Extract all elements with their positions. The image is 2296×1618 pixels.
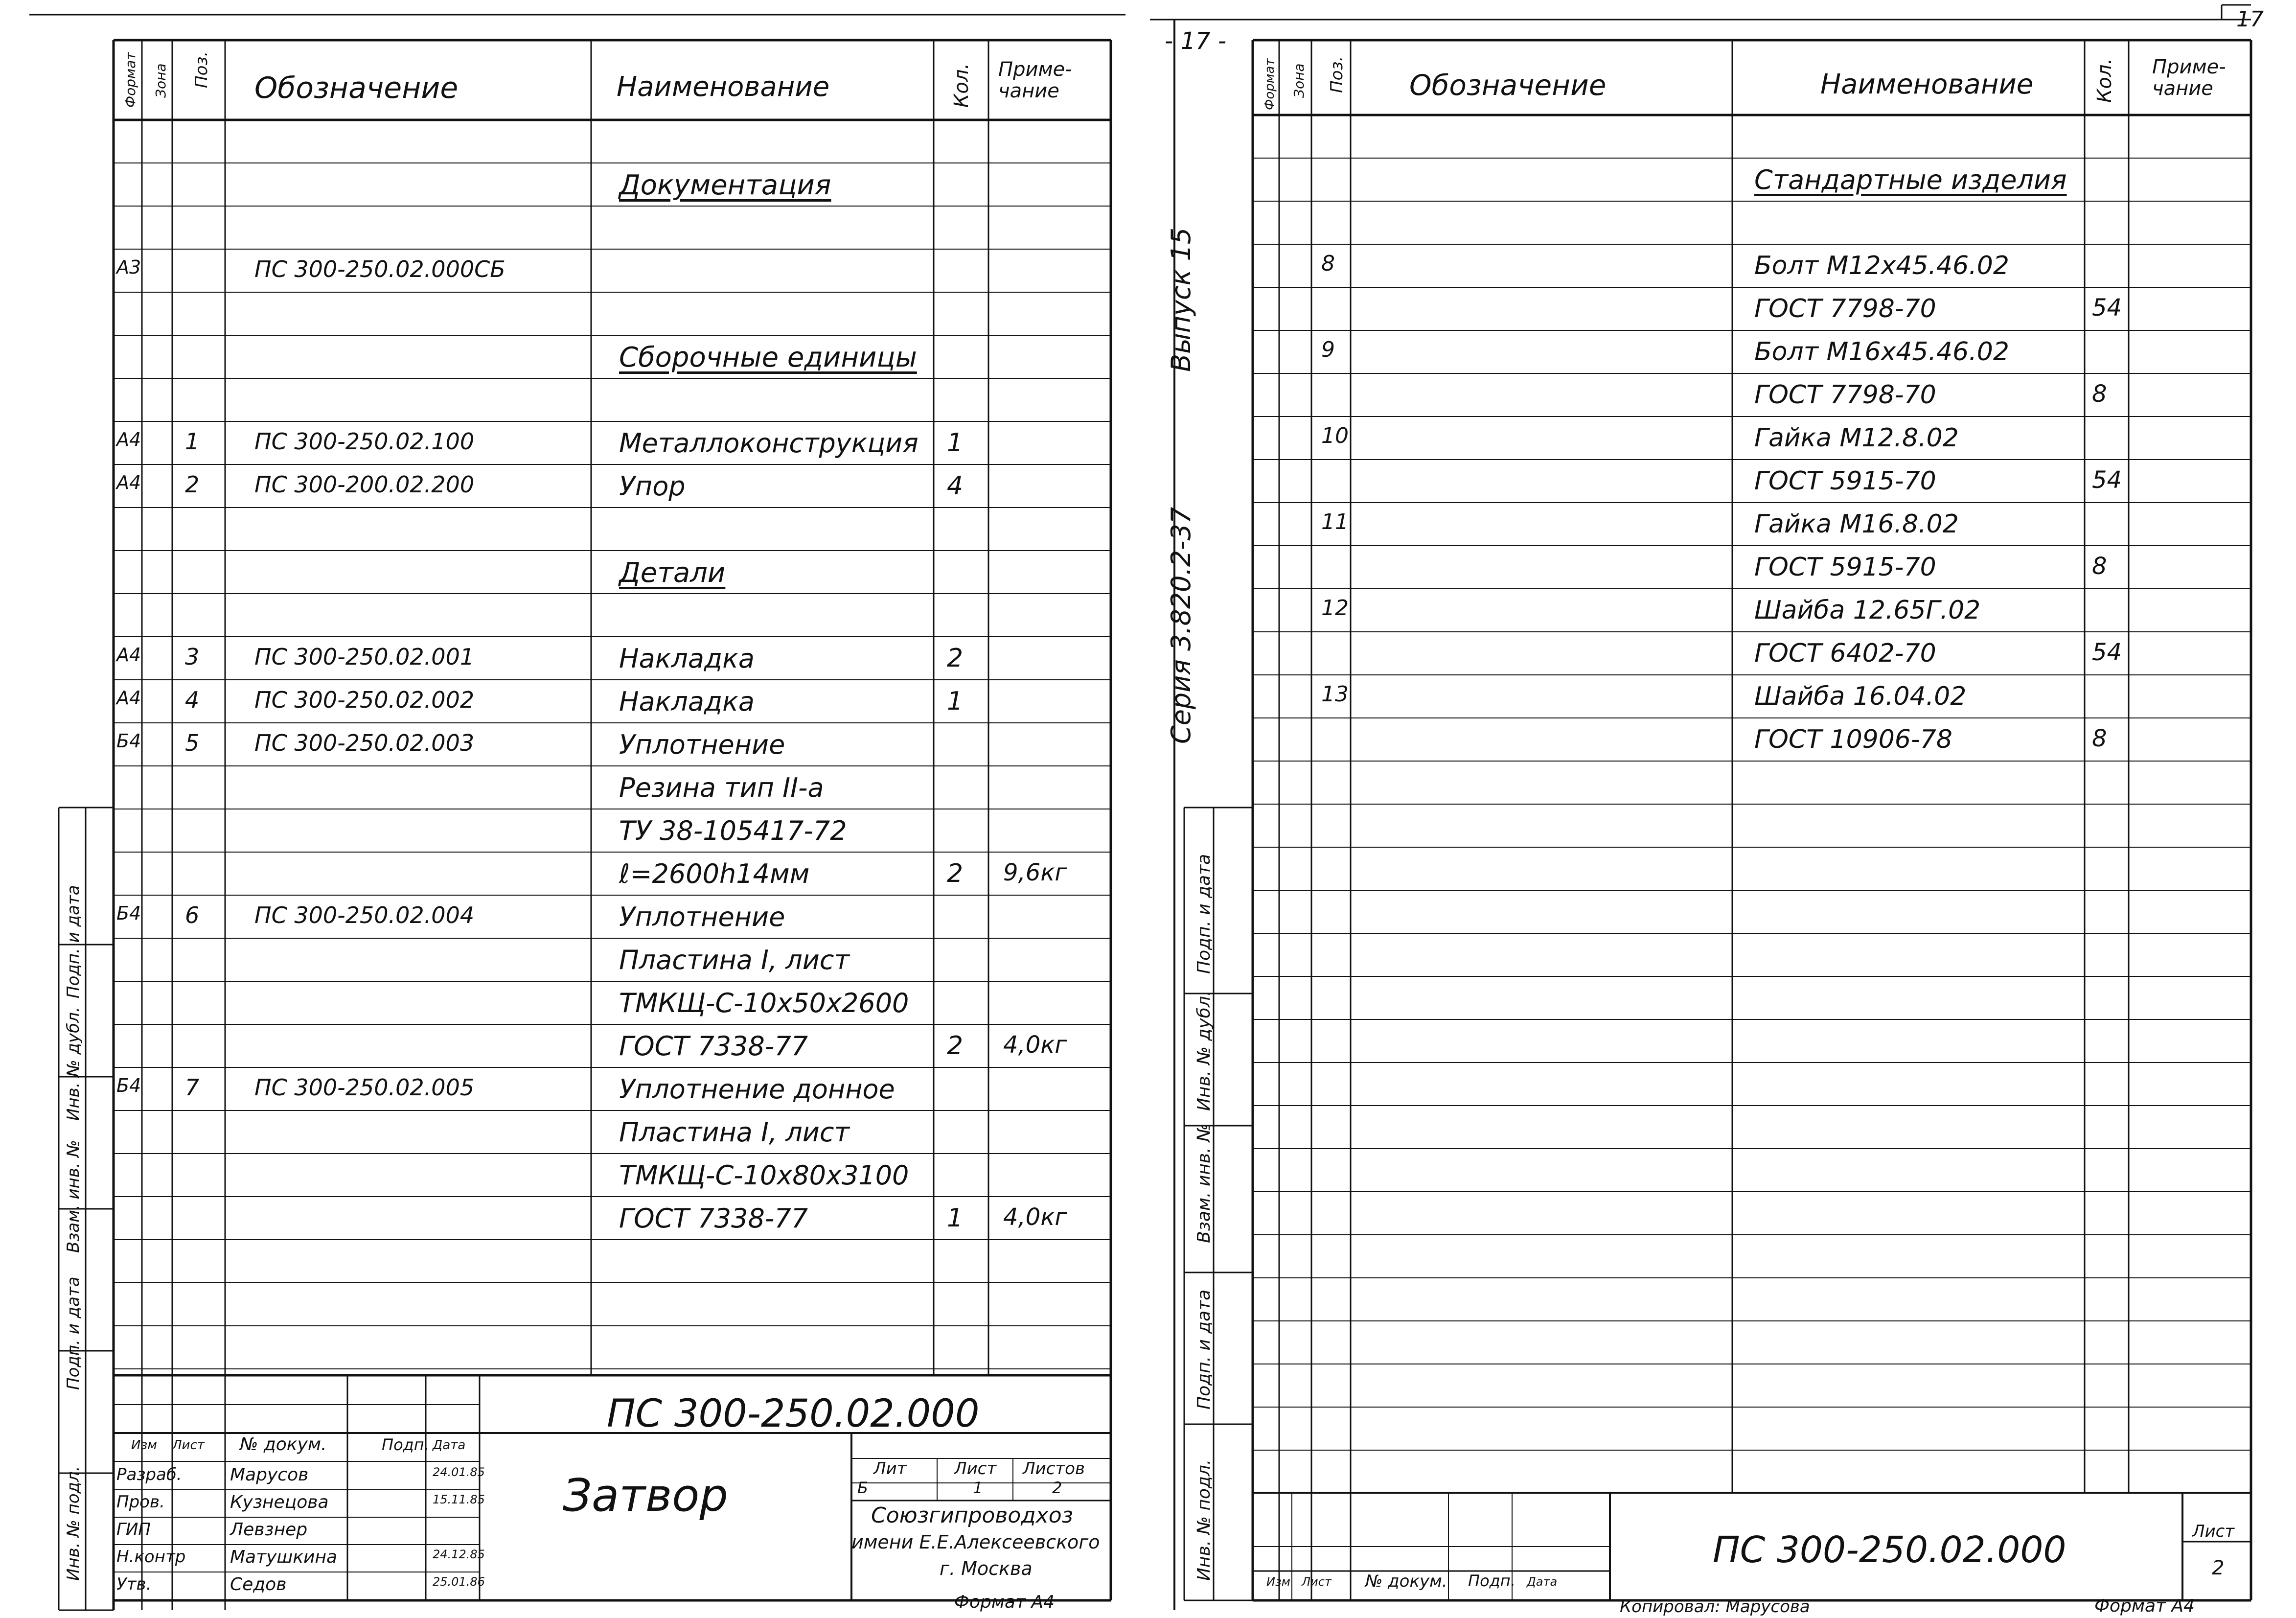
left-row-note: 4,0кг bbox=[1003, 1031, 1067, 1059]
right-tb-col-list: Лист bbox=[1302, 1575, 1332, 1589]
right-row-qty: 8 bbox=[2092, 380, 2107, 408]
left-col-format: Формат bbox=[122, 52, 138, 108]
left-row-designation: ПС 300-250.02.005 bbox=[254, 1074, 475, 1101]
left-row-designation: ПС 300-250.02.001 bbox=[254, 644, 475, 670]
left-row-name: ГОСТ 7338-77 bbox=[619, 1031, 808, 1062]
tb-role-date: 24.01.85 bbox=[433, 1465, 485, 1479]
page-number-right: 17 bbox=[2236, 7, 2264, 32]
stamp-inv-dubl: Инв. № дубл. bbox=[64, 1007, 83, 1121]
left-row-qty: 2 bbox=[947, 644, 964, 673]
tb-role-date: 15.11.85 bbox=[433, 1493, 485, 1506]
left-tb-col-list: Лист bbox=[172, 1438, 205, 1453]
left-row-name: Накладка bbox=[619, 686, 755, 717]
right-row-pos: 8 bbox=[1321, 251, 1335, 276]
left-row-designation: ПС 300-250.02.003 bbox=[254, 730, 475, 756]
left-tb-col-ndoc: № докум. bbox=[240, 1434, 327, 1455]
right-row-name: ГОСТ 5915-70 bbox=[1754, 466, 1936, 496]
left-row-qty: 1 bbox=[947, 687, 964, 716]
left-row-name: Пластина I, лист bbox=[619, 945, 850, 975]
left-row-name: Пластина I, лист bbox=[619, 1117, 850, 1148]
right-row-qty: 54 bbox=[2092, 294, 2122, 322]
left-row-name: ТУ 38-105417-72 bbox=[619, 815, 847, 846]
stamp-inv-podl: Инв. № подл. bbox=[64, 1466, 83, 1581]
left-col-name: Наименование bbox=[617, 71, 830, 103]
left-row-format: Б4 bbox=[116, 902, 141, 924]
left-row-pos: 5 bbox=[185, 730, 200, 756]
right-row-name: Гайка М16.8.02 bbox=[1754, 509, 1959, 539]
left-row-pos: 7 bbox=[185, 1074, 200, 1101]
side-series-label: Серия 3.820.2-37 bbox=[1166, 507, 1196, 744]
right-row-name: ГОСТ 6402-70 bbox=[1754, 639, 1936, 668]
stamp-vzam-inv: Взам. инв. № bbox=[64, 1140, 83, 1253]
left-col-note: Приме- чание bbox=[998, 58, 1072, 102]
left-row-name: Металлоконструкция bbox=[619, 428, 918, 459]
right-col-format: Формат bbox=[1263, 58, 1277, 110]
left-row-name: Сборочные единицы bbox=[619, 342, 917, 373]
left-col-designation: Обозначение bbox=[254, 71, 459, 105]
left-row-qty: 2 bbox=[947, 859, 964, 888]
tb-role-role: Утв. bbox=[116, 1574, 152, 1594]
tb-role-name: Седов bbox=[230, 1574, 287, 1595]
tb-role-role: ГИП bbox=[116, 1520, 151, 1539]
right-tb-col-izm: Изм bbox=[1266, 1575, 1290, 1589]
right-tb-col-podp: Подп. bbox=[1468, 1572, 1515, 1590]
left-tb-col-podp: Подп. bbox=[382, 1435, 429, 1454]
right-col-pos: Поз. bbox=[1327, 56, 1347, 93]
left-col-qty: Кол. bbox=[950, 63, 973, 108]
right-row-name: ГОСТ 7798-70 bbox=[1754, 294, 1936, 324]
left-row-name: Уплотнение bbox=[619, 901, 785, 932]
left-row-designation: ПС 300-250.02.100 bbox=[254, 428, 475, 455]
left-row-name: Детали bbox=[619, 557, 726, 589]
left-row-name: Документация bbox=[619, 169, 831, 201]
left-tb-lit-label: Лит bbox=[873, 1459, 907, 1479]
left-tb-lit-value: Б bbox=[857, 1479, 868, 1497]
right-tb-col-ndoc: № докум. bbox=[1365, 1572, 1447, 1591]
right-row-pos: 9 bbox=[1321, 337, 1335, 362]
tb-role-name: Левзнер bbox=[230, 1520, 308, 1540]
right-col-zone: Зона bbox=[1291, 63, 1307, 98]
left-row-format: Б4 bbox=[116, 730, 141, 752]
tb-role-role: Пров. bbox=[116, 1492, 165, 1512]
left-row-designation: ПС 300-250.02.000СБ bbox=[254, 256, 505, 282]
left-row-designation: ПС 300-250.02.002 bbox=[254, 687, 475, 713]
left-row-name: Накладка bbox=[619, 643, 755, 674]
right-row-qty: 8 bbox=[2092, 725, 2107, 752]
right-row-name: Стандартные изделия bbox=[1754, 164, 2067, 195]
right-row-name: Шайба 16.04.02 bbox=[1754, 682, 1967, 711]
page-number-left: - 17 - bbox=[1165, 27, 1227, 55]
tb-role-role: Н.контр bbox=[116, 1547, 186, 1567]
left-row-name: ℓ=2600h14мм bbox=[619, 858, 810, 889]
tb-role-date: 24.12.85 bbox=[433, 1548, 485, 1561]
left-row-format: А4 bbox=[116, 429, 141, 450]
left-sheet bbox=[0, 0, 1140, 1618]
left-row-qty: 2 bbox=[947, 1031, 964, 1061]
tb-role-name: Кузнецова bbox=[230, 1492, 329, 1512]
left-row-note: 4,0кг bbox=[1003, 1203, 1067, 1231]
left-tb-org-3: г. Москва bbox=[940, 1558, 1033, 1579]
left-row-note: 9,6кг bbox=[1003, 859, 1067, 886]
right-row-qty: 54 bbox=[2092, 639, 2122, 666]
r-stamp-inv-podl: Инв. № подл. bbox=[1194, 1459, 1214, 1581]
left-row-name: Упор bbox=[619, 471, 686, 502]
stamp-podp-data: Подп. и дата bbox=[64, 885, 83, 998]
left-row-name: Резина тип II-а bbox=[619, 772, 824, 803]
left-row-format: А3 bbox=[116, 256, 141, 278]
r-stamp-vzam-inv: Взам. инв. № bbox=[1194, 1123, 1214, 1243]
right-doc-number: ПС 300-250.02.000 bbox=[1713, 1529, 2066, 1571]
stamp-podp-data-2: Подп. и дата bbox=[64, 1276, 83, 1390]
r-stamp-podp-data-2: Подп. и дата bbox=[1194, 1289, 1214, 1410]
left-row-designation: ПС 300-200.02.200 bbox=[254, 471, 475, 498]
left-tb-org-1: Союзгипроводхоз bbox=[871, 1503, 1074, 1528]
right-row-name: Болт М16х45.46.02 bbox=[1754, 337, 2009, 367]
r-stamp-inv-dubl: Инв. № дубл. bbox=[1194, 990, 1214, 1111]
r-stamp-podp-data: Подп. и дата bbox=[1194, 854, 1214, 974]
right-col-name: Наименование bbox=[1820, 69, 2034, 100]
left-tb-org-2: имени Е.Е.Алексеевского bbox=[851, 1531, 1100, 1553]
tb-role-date: 25.01.86 bbox=[433, 1575, 485, 1589]
right-row-name: ГОСТ 7798-70 bbox=[1754, 380, 1936, 410]
right-row-pos: 11 bbox=[1321, 509, 1349, 534]
tb-role-name: Марусов bbox=[230, 1465, 309, 1485]
left-row-qty: 1 bbox=[947, 428, 964, 458]
right-tb-sheet-value: 2 bbox=[2212, 1557, 2225, 1579]
left-row-format: А4 bbox=[116, 687, 141, 709]
right-row-name: Болт М12х45.46.02 bbox=[1754, 251, 2009, 280]
left-row-pos: 4 bbox=[185, 687, 200, 713]
left-row-format: А4 bbox=[116, 472, 141, 493]
left-tb-sheet-label: Лист bbox=[954, 1459, 997, 1479]
left-row-pos: 1 bbox=[185, 428, 200, 455]
right-col-note: Приме- чание bbox=[2152, 56, 2226, 100]
left-tb-col-izm: Изм bbox=[131, 1438, 157, 1453]
left-sheet-grid bbox=[0, 0, 1140, 1618]
right-row-pos: 13 bbox=[1321, 682, 1349, 707]
left-row-pos: 2 bbox=[185, 471, 200, 498]
left-doc-number: ПС 300-250.02.000 bbox=[607, 1392, 980, 1436]
left-row-qty: 1 bbox=[947, 1203, 964, 1233]
left-row-format: А4 bbox=[116, 644, 141, 666]
left-row-designation: ПС 300-250.02.004 bbox=[254, 902, 475, 928]
right-col-qty: Кол. bbox=[2093, 58, 2116, 103]
left-tb-sheet-value: 1 bbox=[973, 1479, 983, 1497]
left-col-zone: Зона bbox=[153, 63, 169, 98]
left-doc-title: Затвор bbox=[563, 1469, 728, 1522]
right-col-designation: Обозначение bbox=[1409, 69, 1607, 102]
right-tb-copied: Копировал: Марусова bbox=[1620, 1597, 1810, 1617]
left-tb-sheets-label: Листов bbox=[1023, 1459, 1085, 1479]
right-row-qty: 54 bbox=[2092, 466, 2122, 494]
side-issue-label: Выпуск 15 bbox=[1166, 227, 1196, 372]
right-row-name: Гайка М12.8.02 bbox=[1754, 423, 1959, 453]
left-row-pos: 6 bbox=[185, 902, 200, 928]
left-row-name: Уплотнение донное bbox=[619, 1074, 895, 1105]
left-row-pos: 3 bbox=[185, 644, 200, 670]
right-row-name: ГОСТ 10906-78 bbox=[1754, 725, 1952, 754]
right-tb-sheet-label: Лист bbox=[2192, 1522, 2235, 1541]
right-sheet-grid bbox=[1145, 0, 2296, 1618]
right-row-pos: 12 bbox=[1321, 596, 1349, 621]
left-row-name: ТМКЩ-С-10х80х3100 bbox=[619, 1160, 909, 1191]
left-row-format: Б4 bbox=[116, 1075, 141, 1096]
left-row-name: Уплотнение bbox=[619, 729, 785, 760]
right-tb-format: Формат А4 bbox=[2094, 1596, 2195, 1616]
left-col-pos: Поз. bbox=[192, 51, 211, 88]
left-tb-sheets-value: 2 bbox=[1052, 1479, 1062, 1497]
right-row-name: ГОСТ 5915-70 bbox=[1754, 553, 1936, 582]
tb-role-name: Матушкина bbox=[230, 1547, 338, 1567]
right-row-name: Шайба 12.65Г.02 bbox=[1754, 596, 1981, 625]
right-tb-col-data: Дата bbox=[1527, 1575, 1558, 1589]
left-row-name: ГОСТ 7338-77 bbox=[619, 1203, 808, 1234]
right-sheet bbox=[1145, 0, 2296, 1618]
left-tb-format: Формат А4 bbox=[954, 1592, 1055, 1612]
right-row-pos: 10 bbox=[1321, 423, 1349, 448]
left-row-qty: 4 bbox=[947, 471, 964, 501]
tb-role-role: Разраб. bbox=[116, 1465, 182, 1484]
left-tb-col-data: Дата bbox=[433, 1438, 466, 1453]
right-row-qty: 8 bbox=[2092, 553, 2107, 580]
left-row-name: ТМКЩ-С-10х50х2600 bbox=[619, 988, 909, 1018]
